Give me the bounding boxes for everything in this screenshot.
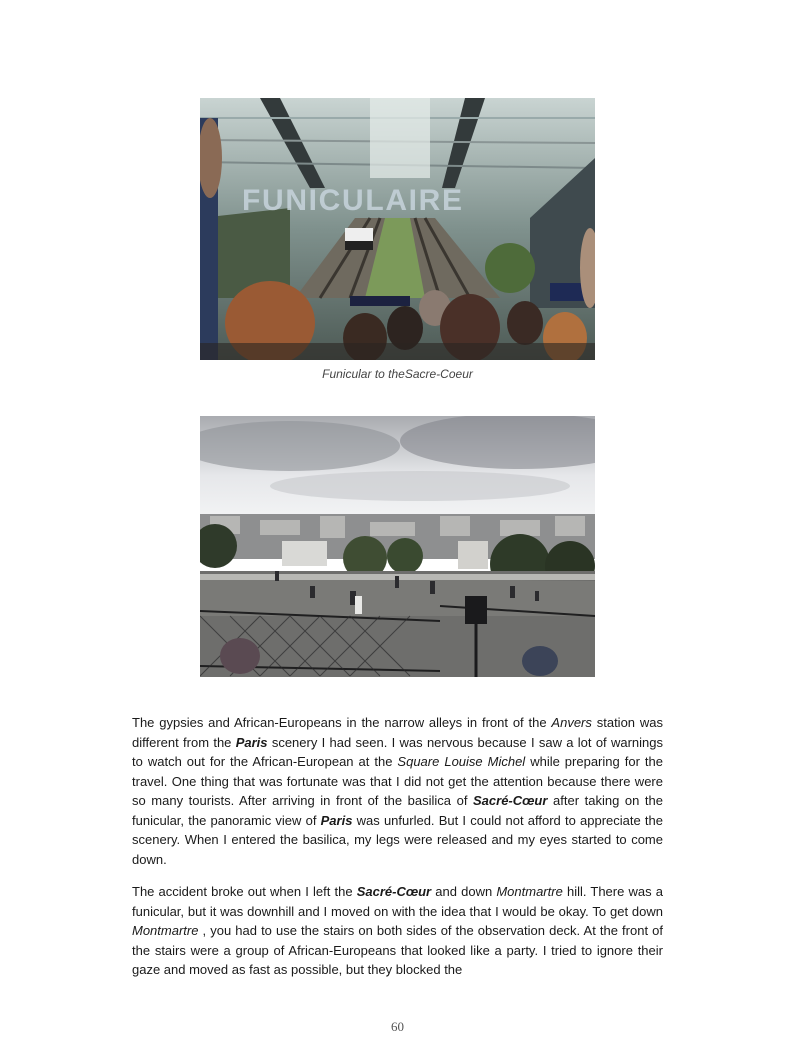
text-run: and down — [431, 884, 497, 899]
italic-term: Square Louise Michel — [397, 754, 526, 769]
italic-term: Montmartre — [496, 884, 563, 899]
text-run: hill. There was a funicular, but it was downhill and I moved on with the idea that I would be okay. To get down — [132, 884, 663, 919]
text-run: after taking on the funicular, the panoramic view of — [132, 793, 663, 828]
bold-term: Paris — [235, 734, 268, 750]
text-run: The gypsies and African-Europeans in the narrow alleys in front of the — [132, 715, 552, 730]
text-run: while preparing for the travel. One thing that was fortunate was that I did not get the attention because there were so many tourists. After arriving in front of the basilica of — [132, 754, 663, 808]
page-number: 60 — [391, 1019, 404, 1034]
text-run: station was different from the — [132, 715, 663, 750]
italic-term: Anvers — [551, 715, 592, 730]
panorama-photo — [200, 416, 595, 677]
text-run: scenery I had seen. I was nervous because I saw a lot of warnings to watch out for the African-European at the — [132, 734, 663, 769]
italic-term: Montmartre — [132, 923, 199, 938]
text-run: was unfurled. But I could not afford to appreciate the scenery. When I entered the basilica, my legs were released and my eyes started to come down. — [132, 812, 663, 867]
bold-term: Paris — [320, 812, 353, 828]
figure-caption: Funicular to theSacre-Coeur — [322, 367, 473, 381]
bold-term: Sacré-Cœur — [473, 793, 548, 808]
paragraph — [132, 713, 663, 869]
funiculaire-sign: FUNICULAIRE — [242, 184, 462, 217]
text-run: The accident broke out when I left the — [132, 884, 357, 899]
body-text — [132, 713, 663, 993]
text-run: , you had to use the stairs on both sides of the observation deck. At the front of the stairs were a group of African-Europeans that looked like a party. I tried to ignore their gaze and moved as fast as possible, but they blocked the — [132, 923, 663, 977]
paragraph — [132, 882, 663, 980]
funicular-photo — [200, 98, 595, 360]
bold-term: Sacré-Cœur — [356, 884, 432, 899]
